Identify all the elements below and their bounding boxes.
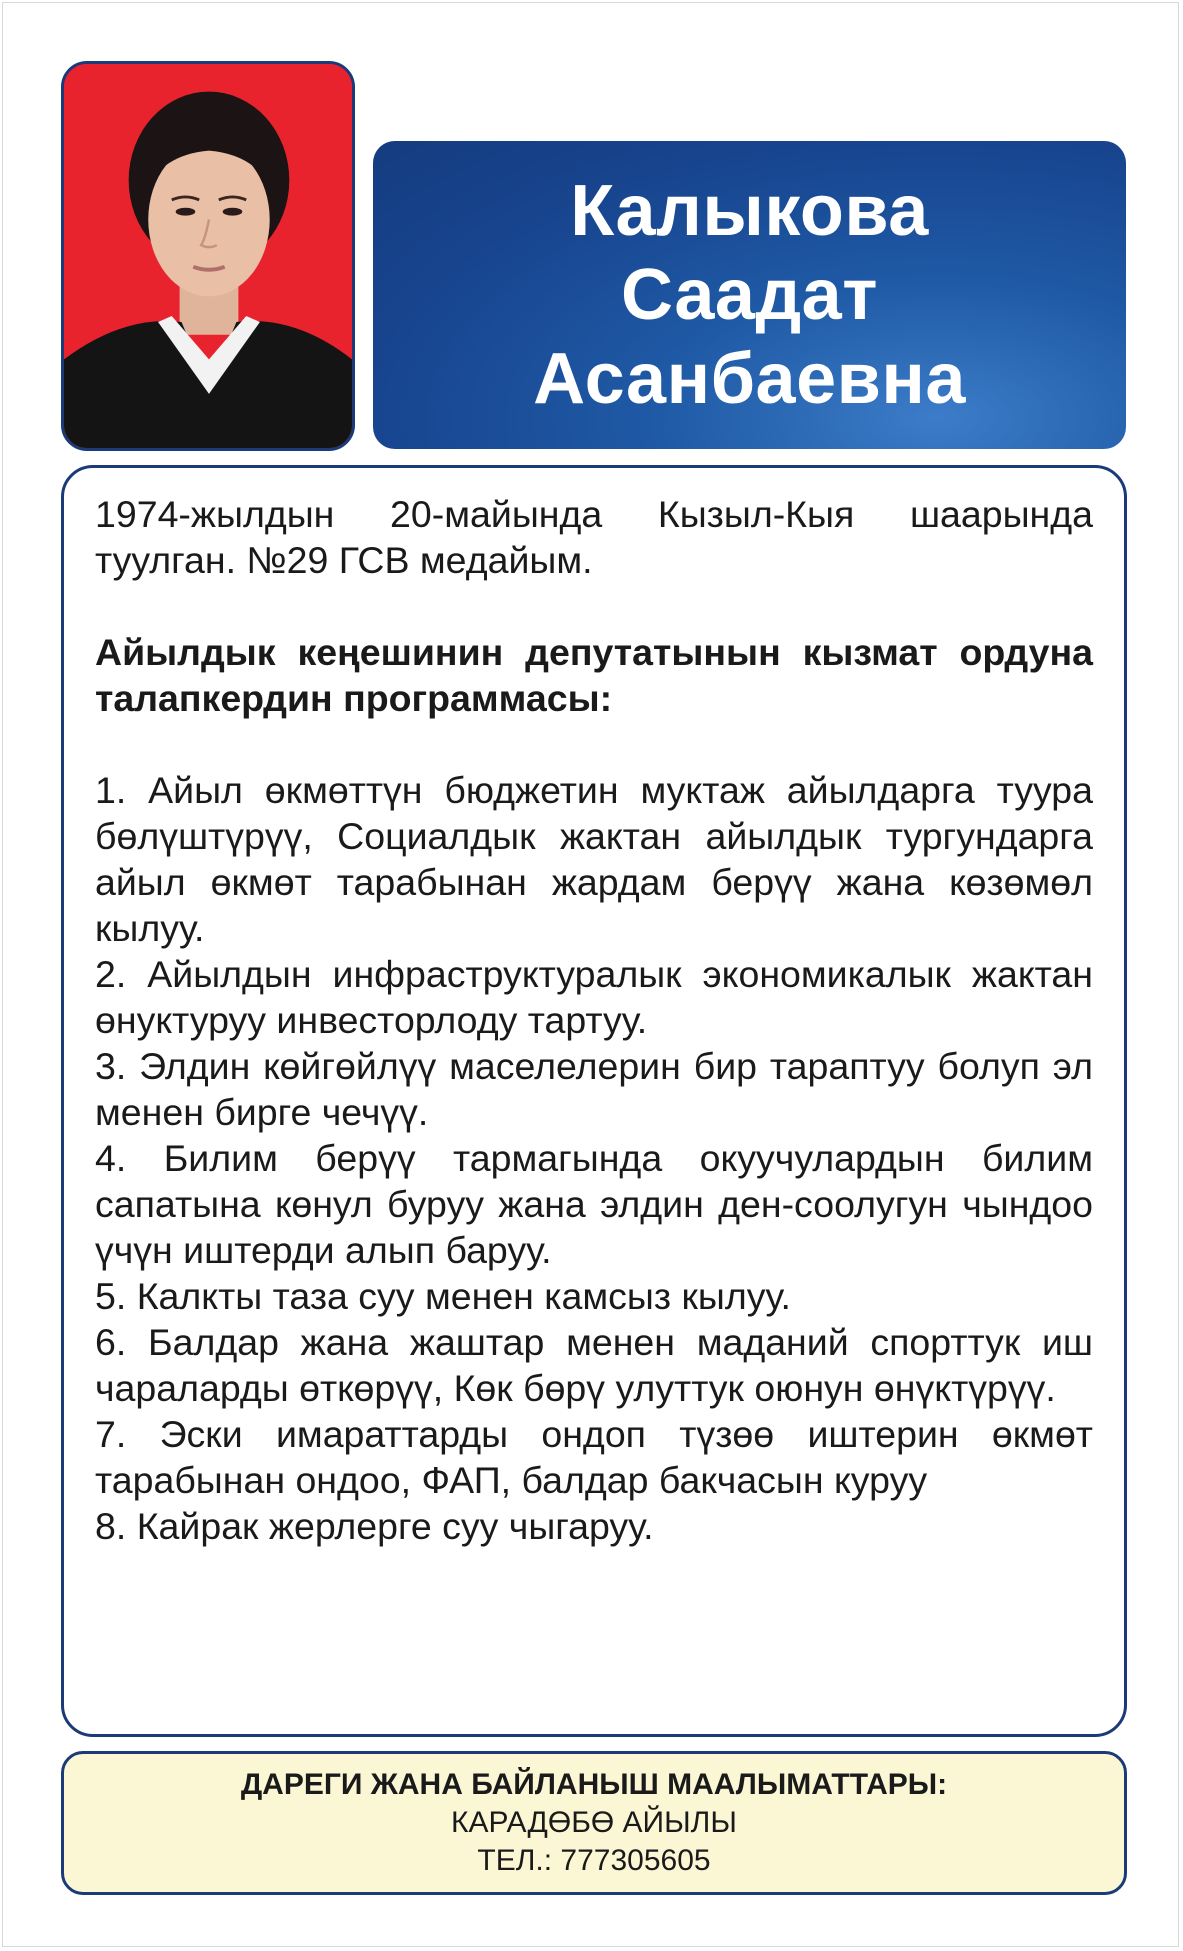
spacer: [95, 583, 1093, 629]
candidate-surname: Калыкова: [570, 171, 929, 251]
candidate-photo: [61, 61, 355, 451]
program-item: 2. Айылдын инфраструктуралык экономикалык жактан өнуктуруу инвесторлоду тартуу.: [95, 953, 1093, 1041]
program-text: [95, 491, 1093, 1549]
program-item: 6. Балдар жана жаштар менен маданий спорттук иш чараларды өткөрүү, Көк бөрү улуттук оюнун өнүктүрүү.: [95, 1321, 1093, 1409]
contact-title: ДАРЕГИ ЖАНА БАЙЛАНЫШ МААЛЫМАТТАРЫ:: [240, 1768, 948, 1801]
spacer: [95, 721, 1093, 767]
contact-phone: ТЕЛ.: 777305605: [477, 1844, 711, 1877]
program-item: 1. Айыл өкмөттүн бюджетин муктаж айылдарга туура бөлүштүрүү, Социалдык жактан айылдык тургундарга айыл өкмөт тарабынан жардам берүү жана көзөмөл кылуу.: [95, 769, 1093, 949]
candidate-patronymic: Асанбаевна: [533, 339, 966, 419]
candidate-bio: 1974-жылдын 20-майында Кызыл-Кыя шаарында туулган. №29 ГСВ медайым.: [95, 493, 1093, 581]
candidate-name-banner: [373, 141, 1126, 449]
candidate-first-name: Саадат: [621, 255, 878, 335]
contact-address: КАРАДӨБӨ АЙЫЛЫ: [451, 1806, 737, 1839]
program-item: 8. Кайрак жерлерге суу чыгаруу.: [95, 1505, 654, 1547]
program-item: 7. Эски имараттарды ондоп түзөө иштерин өкмөт тарабынан ондоо, ФАП, балдар бакчасын куруу: [95, 1413, 1093, 1501]
program-item: 3. Элдин көйгөйлүү маселелерин бир тараптуу болуп эл менен бирге чечүү.: [95, 1045, 1093, 1133]
program-heading: Айылдык кеңешинин депутатынын кызмат ордуна талапкердин программасы:: [95, 631, 1093, 719]
program-item: 4. Билим берүү тармагында окуучулардын билим сапатына көнул буруу жана элдин ден-соолугун чындоо үчүн иштерди алып баруу.: [95, 1137, 1093, 1271]
program-item: 5. Калкты таза суу менен камсыз кылуу.: [95, 1275, 791, 1317]
leaflet-page: [2, 2, 1179, 1947]
portrait-illustration: [64, 64, 352, 448]
contact-panel: [61, 1751, 1127, 1895]
